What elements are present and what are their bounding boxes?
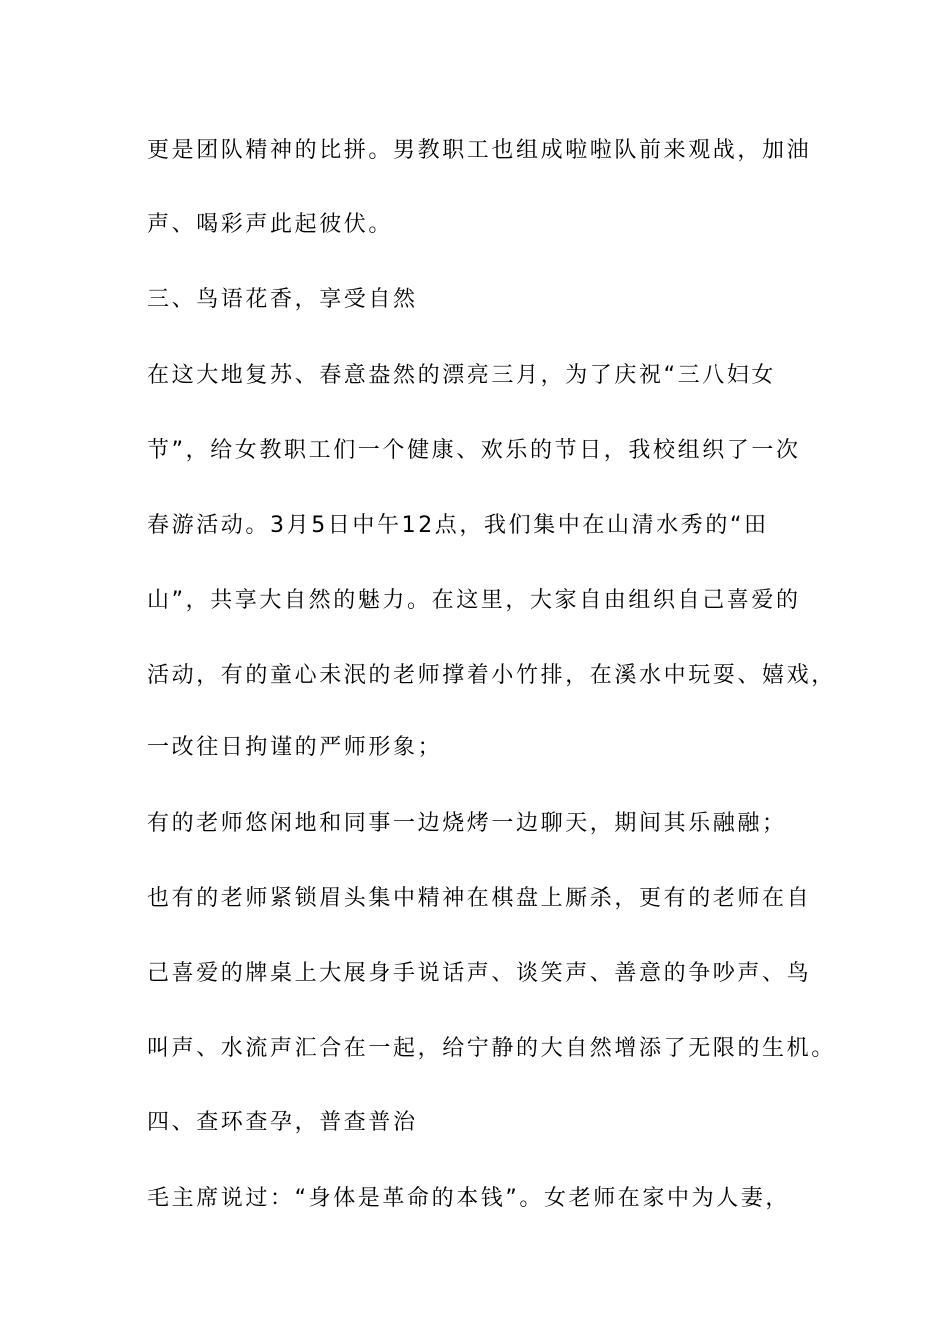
- paragraph-line: 更是团队精神的比拼。男教职工也组成啦啦队前来观战，加油: [147, 138, 812, 163]
- section-heading: 四、查环查孕，普查普治: [147, 1110, 418, 1135]
- paragraph-line: 山”，共享大自然的魅力。在这里，大家自由组织自己喜爱的: [147, 588, 801, 613]
- paragraph-line: 己喜爱的牌桌上大展身手说话声、谈笑声、善意的争吵声、鸟: [147, 961, 812, 986]
- paragraph-line: 有的老师悠闲地和同事一边烧烤一边聊天，期间其乐融融；: [147, 811, 787, 836]
- paragraph-line: 一改往日拘谨的严师形象；: [147, 735, 443, 760]
- paragraph-line: 节”，给女教职工们一个健康、欢乐的节日，我校组织了一次: [147, 438, 801, 463]
- paragraph-line: 活动，有的童心未泯的老师撑着小竹排，在溪水中玩耍、嬉戏，: [147, 663, 836, 688]
- paragraph-line: 在这大地复苏、春意盎然的漂亮三月，为了庆祝“三八妇女: [147, 363, 776, 388]
- paragraph-line: 春游活动。3月5日中午12点，我们集中在山清水秀的“田: [147, 513, 769, 538]
- paragraph-line: 毛主席说过：“身体是革命的本钱”。女老师在家中为人妻，: [147, 1186, 790, 1211]
- paragraph-line: 也有的老师紧锁眉头集中精神在棋盘上厮杀，更有的老师在自: [147, 886, 812, 911]
- paragraph-line: 叫声、水流声汇合在一起，给宁静的大自然增添了无限的生机。: [147, 1036, 836, 1061]
- paragraph-line: 声、喝彩声此起彼伏。: [147, 212, 394, 237]
- section-heading: 三、鸟语花香，享受自然: [147, 287, 418, 312]
